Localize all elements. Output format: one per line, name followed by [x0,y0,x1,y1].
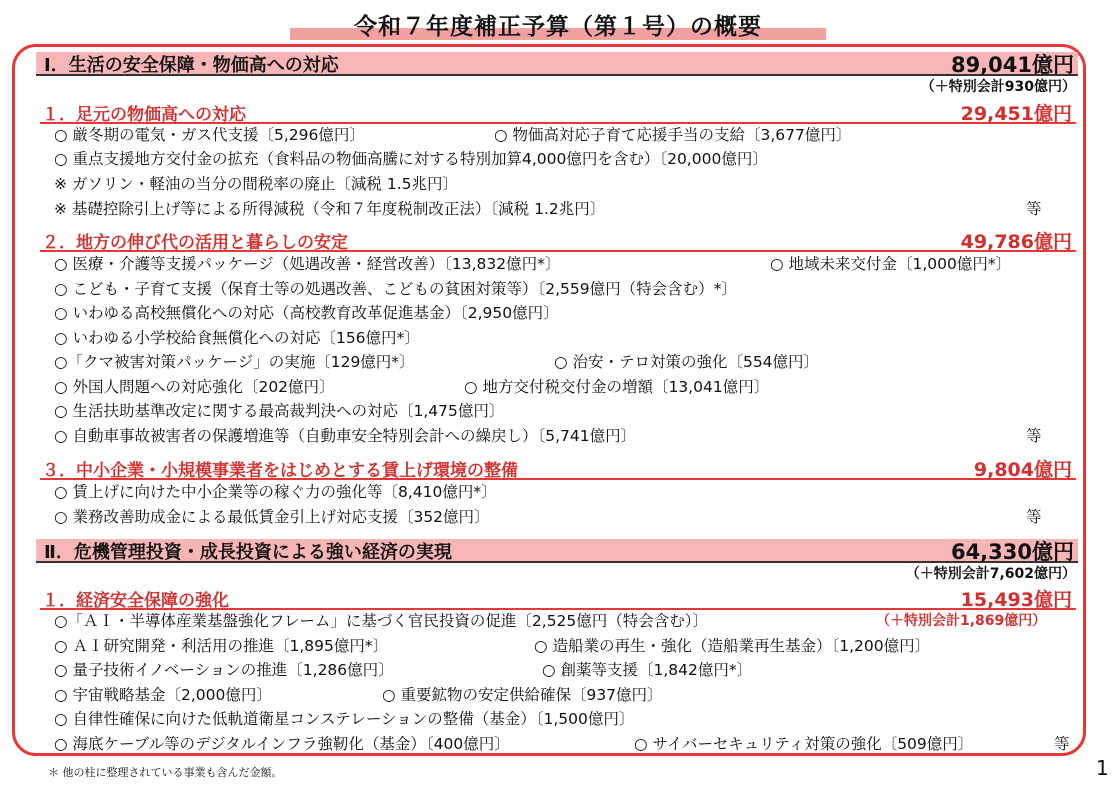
list-item: ○ こども・子育て支援（保育士等の処遇改善、こどもの貧困対策等）〔2,559億円（特会含む）*〕 [54,280,737,298]
list-item: ○ ＡＩ研究開発・利活用の推進〔1,895億円*〕 [54,637,389,655]
list-item: ○ 自律性確保に向けた低軌道衛星コンステレーションの整備（基金）〔1,500億円〕 [54,710,635,728]
list-item: ○ 海底ケーブル等のデジタルインフラ強靭化（基金）〔400億円〕 [54,735,510,753]
subsection-amount: 9,804億円 [973,459,1072,481]
page-title: 令和７年度補正予算（第１号）の概要 [354,14,762,40]
section-title: Ⅱ．危機管理投資・成長投資による強い経済の実現 [44,542,452,563]
subsection-header-1-3 [40,456,1076,480]
etc-label: 等 [1026,427,1042,445]
list-item: ○「クマ被害対策パッケージ」の実施〔129億円*〕 [54,353,415,371]
page-number: 1 [1096,756,1109,780]
list-item: ○ 物価高対応子育て応援手当の支給〔3,677億円〕 [494,126,852,144]
subsection-title: ２．地方の伸び代の活用と暮らしの安定 [42,233,348,253]
list-item: ○ いわゆる小学校給食無償化への対応〔156億円*〕 [54,329,420,347]
list-item: ○ 地域未来交付金〔1,000億円*〕 [770,255,1012,273]
special-account-note: （＋特別会計7,602億円） [905,566,1076,582]
list-item: ○ 厳冬期の電気・ガス代支援〔5,296億円〕 [54,126,365,144]
section-header-2 [36,539,1078,563]
list-item: ○ 量子技術イノベーションの推進〔1,286億円〕 [54,661,394,679]
list-item: ○ 外国人問題への対応強化〔202億円〕 [54,378,335,396]
footnote: ＊ 他の柱に整理されている事業も含んだ金額。 [48,766,283,779]
subsection-title: ３．中小企業・小規模事業者をはじめとする賃上げ環境の整備 [42,461,518,481]
list-item: ○ 医療・介護等支援パッケージ（処遇改善・経営改善）〔13,832億円*〕 [54,255,561,273]
list-item: ○ 重要鉱物の安定供給確保〔937億円〕 [382,686,663,704]
list-item: ○ 賃上げに向けた中小企業等の稼ぐ力の強化等〔8,410億円*〕 [54,483,497,501]
subsection-header-2-1 [40,586,1076,610]
list-item: ○ 業務改善助成金による最低賃金引上げ対応支援〔352億円〕 [54,508,490,526]
etc-label: 等 [1026,200,1042,218]
subsection-header-1-1 [40,100,1076,124]
list-item: ○ 重点支援地方交付金の拡充（食料品の物価高騰に対する特別加算4,000億円を含む）〔20,000億円〕 [54,150,768,168]
subsection-amount: 49,786億円 [960,231,1072,253]
title-area [290,8,826,42]
list-item: ○ 生活扶助基準改定に関する最高裁判決への対応〔1,475億円〕 [54,402,505,420]
section-header-1 [36,52,1078,76]
subsection-title: １．経済安全保障の強化 [42,591,229,611]
section-amount: 64,330億円 [950,540,1074,564]
subsection-header-1-2 [40,228,1076,252]
list-item: ○ 創薬等支援〔1,842億円*〕 [542,661,753,679]
etc-label: 等 [1054,735,1070,753]
list-item: ○ 地方交付税交付金の増額〔13,041億円〕 [464,378,770,396]
list-item: ○ サイバーセキュリティ対策の強化〔509億円〕 [634,735,974,753]
list-item: ○ いわゆる高校無償化への対応（高校教育改革促進基金）〔2,950億円〕 [54,304,559,322]
etc-label: 等 [1026,508,1042,526]
subsection-title: １．足元の物価高への対応 [42,105,246,125]
list-item: ○「ＡＩ・半導体産業基盤強化フレーム」に基づく官民投資の促進〔2,525億円（特会含む）〕 [54,612,709,630]
list-item: ○ 宇宙戦略基金〔2,000億円〕 [54,686,272,704]
special-account-note: （＋特別会計930億円） [920,79,1076,95]
section-title: Ⅰ．生活の安全保障・物価高への対応 [44,55,339,76]
special-account-note-red: （＋特別会計1,869億円） [876,613,1047,629]
list-item: ※ ガソリン・軽油の当分の間税率の廃止〔減税 1.5兆円〕 [54,175,458,193]
list-item: ○ 造船業の再生・強化（造船業再生基金）〔1,200億円〕 [534,637,931,655]
list-item: ※ 基礎控除引上げ等による所得減税（令和７年度税制改正法）〔減税 1.2兆円〕 [54,200,606,218]
list-item: ○ 治安・テロ対策の強化〔554億円〕 [554,353,820,371]
subsection-amount: 29,451億円 [960,103,1072,125]
subsection-amount: 15,493億円 [960,589,1072,611]
list-item: ○ 自動車事故被害者の保護増進等（自動車安全特別会計への繰戻し）〔5,741億円〕 [54,427,637,445]
section-amount: 89,041億円 [950,53,1074,77]
